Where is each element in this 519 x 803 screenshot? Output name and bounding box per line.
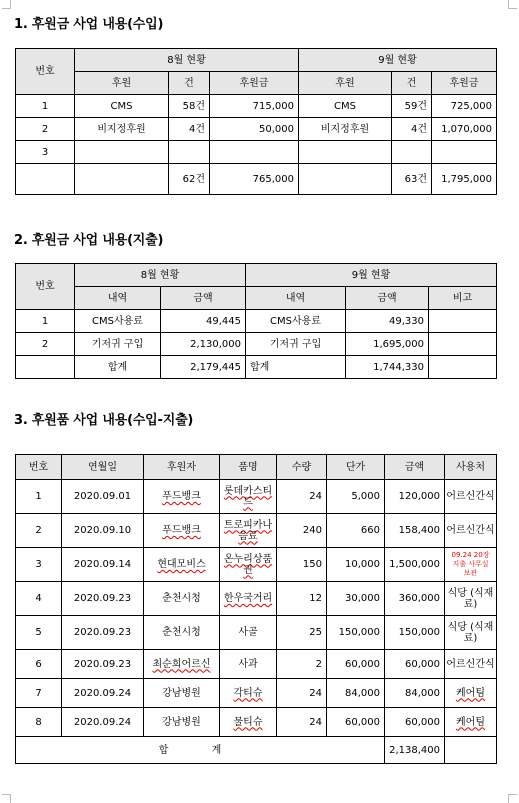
table-row — [16, 679, 497, 708]
cell-place: 어르신간식 — [445, 514, 497, 548]
cell-empty — [299, 164, 392, 195]
cell-date: 2020.09.23 — [62, 616, 144, 650]
cell-place-note: 09.24 20장 지출 사무실 보관 — [445, 548, 497, 582]
header-item: 내역 — [246, 287, 346, 310]
total-row — [16, 356, 497, 379]
total-amount: 1,744,330 — [346, 356, 429, 379]
table-row — [16, 141, 497, 164]
cell-unit-price: 60,000 — [327, 650, 385, 679]
cell-amount: 50,000 — [210, 118, 299, 141]
cell-place — [445, 679, 497, 708]
total-amount: 1,795,000 — [432, 164, 497, 195]
cell-donor: 강남병원 — [144, 708, 220, 737]
cell-amount: 60,000 — [385, 708, 445, 737]
donor-text: 현대모비스 — [157, 559, 206, 570]
header-amount: 금액 — [161, 287, 246, 310]
total-row — [16, 164, 497, 195]
header-august: 8월 현황 — [75, 264, 246, 287]
cell-item — [220, 480, 277, 514]
goods-table — [15, 454, 497, 764]
cell-amount: 120,000 — [385, 480, 445, 514]
header-note: 비고 — [429, 287, 497, 310]
section3-title: 3. 후원품 사업 내용(수입-지출) — [14, 413, 194, 428]
cell-sponsor — [75, 141, 169, 164]
header-place: 사용처 — [445, 455, 497, 480]
header-september: 9월 현황 — [246, 264, 497, 287]
cell-item — [220, 708, 277, 737]
cell-amount: 360,000 — [385, 582, 445, 616]
cell-count: 58건 — [169, 95, 210, 118]
header-count: 건 — [169, 72, 210, 95]
income-table — [15, 48, 497, 195]
cell-donor — [144, 480, 220, 514]
cell-donor — [144, 548, 220, 582]
cell-amount — [432, 141, 497, 164]
table-row — [16, 514, 497, 548]
cell-sponsor — [299, 141, 392, 164]
cell-amount: 158,400 — [385, 514, 445, 548]
cell-item — [220, 548, 277, 582]
cell-sponsor: CMS — [75, 95, 169, 118]
cell-item: 사과 — [220, 650, 277, 679]
total-amount: 2,138,400 — [385, 737, 445, 764]
total-amount: 2,179,445 — [161, 356, 246, 379]
cell-amount: 2,130,000 — [161, 333, 246, 356]
cell-date: 2020.09.24 — [62, 708, 144, 737]
cell-empty — [16, 356, 75, 379]
total-label: 합 계 — [16, 737, 385, 764]
cell-no: 8 — [16, 708, 62, 737]
cell-item — [220, 679, 277, 708]
table-row — [16, 333, 497, 356]
place-text: 케어팀 — [456, 687, 485, 699]
cell-count: 4건 — [169, 118, 210, 141]
cell-no: 2 — [16, 333, 75, 356]
cell-no: 1 — [16, 310, 75, 333]
cell-qty: 150 — [277, 548, 327, 582]
cell-amount: 49,330 — [346, 310, 429, 333]
donor-text: 푸드뱅크 — [162, 491, 201, 502]
header-amount: 후원금 — [432, 72, 497, 95]
section1-title: 1. 후원금 사업 내용(수입) — [14, 17, 164, 32]
cell-no: 1 — [16, 95, 75, 118]
header-item: 품명 — [220, 455, 277, 480]
header-count: 건 — [392, 72, 432, 95]
header-september: 9월 현황 — [299, 49, 497, 72]
item-text: 롯데카스티드 — [223, 485, 273, 508]
cell-date: 2020.09.14 — [62, 548, 144, 582]
cell-qty: 24 — [277, 480, 327, 514]
cell-unit-price: 150,000 — [327, 616, 385, 650]
cell-date: 2020.09.23 — [62, 582, 144, 616]
table-row — [16, 480, 497, 514]
section2-title: 2. 후원금 사업 내용(지출) — [14, 233, 164, 248]
cell-unit-price: 30,000 — [327, 582, 385, 616]
cell-amount: 1,695,000 — [346, 333, 429, 356]
page-bottom-edge — [0, 790, 519, 802]
header-no: 번호 — [16, 49, 75, 95]
header-donor: 후원자 — [144, 455, 220, 480]
cell-place: 식당 (식재료) — [445, 616, 497, 650]
cell-item: 기저귀 구입 — [75, 333, 161, 356]
total-amount: 765,000 — [210, 164, 299, 195]
cell-sponsor: CMS — [299, 95, 392, 118]
cell-no: 1 — [16, 480, 62, 514]
header-unit-price: 단가 — [327, 455, 385, 480]
donor-text: 푸드뱅크 — [162, 525, 201, 536]
cell-sponsor: 비지정후원 — [75, 118, 169, 141]
cell-no: 4 — [16, 582, 62, 616]
cell-date: 2020.09.23 — [62, 650, 144, 679]
cell-count: 59건 — [392, 95, 432, 118]
cell-donor — [144, 514, 220, 548]
cell-place: 식당 (식재료) — [445, 582, 497, 616]
cell-donor — [144, 650, 220, 679]
cell-empty — [445, 737, 497, 764]
table-row — [16, 310, 497, 333]
item-text: 물티슈 — [233, 716, 263, 728]
cell-note — [429, 310, 497, 333]
cell-item — [220, 582, 277, 616]
cell-amount: 725,000 — [432, 95, 497, 118]
cell-unit-price: 60,000 — [327, 708, 385, 737]
total-count: 63건 — [392, 164, 432, 195]
cell-date: 2020.09.10 — [62, 514, 144, 548]
cell-item: CMS사용료 — [75, 310, 161, 333]
cell-amount: 84,000 — [385, 679, 445, 708]
header-sponsor: 후원 — [299, 72, 392, 95]
table-row — [16, 582, 497, 616]
cell-place: 어르신간식 — [445, 650, 497, 679]
expense-table — [15, 263, 497, 379]
cell-item: 기저귀 구입 — [246, 333, 346, 356]
cell-no: 7 — [16, 679, 62, 708]
header-date: 연월일 — [62, 455, 144, 480]
header-amount: 금액 — [346, 287, 429, 310]
cell-qty: 240 — [277, 514, 327, 548]
cell-unit-price: 10,000 — [327, 548, 385, 582]
cell-count: 4건 — [392, 118, 432, 141]
cell-note — [429, 333, 497, 356]
cell-donor: 춘천시청 — [144, 616, 220, 650]
header-sponsor: 후원 — [75, 72, 169, 95]
cell-qty: 24 — [277, 708, 327, 737]
header-qty: 수량 — [277, 455, 327, 480]
donor-text: 최순희어르신 — [152, 658, 211, 670]
header-amount: 후원금 — [210, 72, 299, 95]
cell-count — [169, 141, 210, 164]
cell-no: 2 — [16, 118, 75, 141]
table-row — [16, 708, 497, 737]
cell-qty: 2 — [277, 650, 327, 679]
cell-unit-price: 660 — [327, 514, 385, 548]
table-row — [16, 616, 497, 650]
cell-amount: 150,000 — [385, 616, 445, 650]
cell-qty: 25 — [277, 616, 327, 650]
cell-no: 5 — [16, 616, 62, 650]
cell-item: CMS사용료 — [246, 310, 346, 333]
cell-date: 2020.09.24 — [62, 679, 144, 708]
item-text: 각티슈 — [233, 687, 263, 699]
place-text: 케어팀 — [456, 716, 485, 728]
header-item: 내역 — [75, 287, 161, 310]
cell-no: 3 — [16, 141, 75, 164]
page-corner-mark — [508, 0, 517, 9]
header-no: 번호 — [16, 264, 75, 310]
item-text: 온누리상품권 — [223, 553, 273, 576]
header-no: 번호 — [16, 455, 62, 480]
table-row — [16, 118, 497, 141]
cell-unit-price: 84,000 — [327, 679, 385, 708]
total-row — [16, 737, 497, 764]
cell-qty: 12 — [277, 582, 327, 616]
header-august: 8월 현황 — [75, 49, 299, 72]
cell-donor: 강남병원 — [144, 679, 220, 708]
cell-item: 사골 — [220, 616, 277, 650]
cell-place — [445, 708, 497, 737]
cell-sponsor: 비지정후원 — [299, 118, 392, 141]
total-count: 62건 — [169, 164, 210, 195]
cell-empty — [75, 164, 169, 195]
cell-place: 어르신간식 — [445, 480, 497, 514]
cell-date: 2020.09.01 — [62, 480, 144, 514]
total-label: 합계 — [75, 356, 161, 379]
header-amount: 금액 — [385, 455, 445, 480]
cell-unit-price: 5,000 — [327, 480, 385, 514]
cell-count — [392, 141, 432, 164]
cell-item — [220, 514, 277, 548]
cell-amount: 1,070,000 — [432, 118, 497, 141]
cell-no: 2 — [16, 514, 62, 548]
page-corner-mark — [2, 0, 11, 9]
cell-no: 3 — [16, 548, 62, 582]
total-label: 합계 — [246, 356, 346, 379]
cell-no: 6 — [16, 650, 62, 679]
table-row — [16, 650, 497, 679]
cell-amount: 60,000 — [385, 650, 445, 679]
cell-empty — [429, 356, 497, 379]
cell-qty: 24 — [277, 679, 327, 708]
table-row — [16, 95, 497, 118]
cell-amount — [210, 141, 299, 164]
item-text: 한우국거리 — [223, 593, 273, 604]
cell-amount: 49,445 — [161, 310, 246, 333]
cell-empty — [16, 164, 75, 195]
cell-donor: 춘천시청 — [144, 582, 220, 616]
item-text: 트로피카나음료 — [223, 519, 273, 542]
cell-amount: 715,000 — [210, 95, 299, 118]
table-row — [16, 548, 497, 582]
cell-amount: 1,500,000 — [385, 548, 445, 582]
